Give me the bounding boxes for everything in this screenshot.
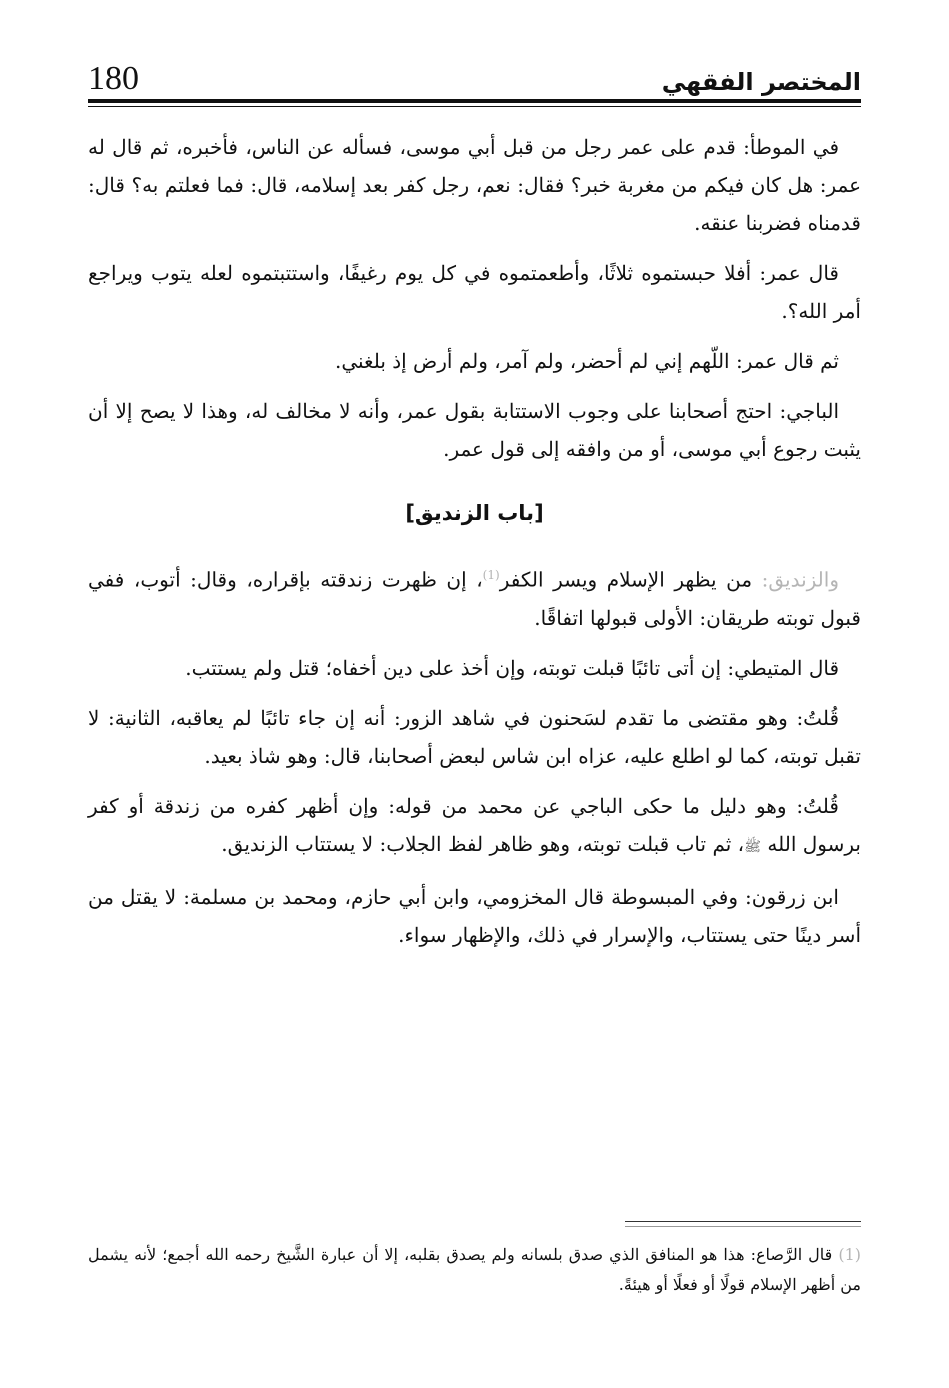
paragraph-text: ، إن ظهرت زندقته بإقراره، وقال: أتوب، ففي قبول توبته طريقان: الأولى قبولها اتفاقًا. xyxy=(88,567,861,630)
header-rule-thin xyxy=(88,106,861,107)
footnote-reference: (1) xyxy=(482,568,500,582)
page-header xyxy=(88,58,861,96)
paragraph: الباجي: احتج أصحابنا على وجوب الاستتابة بقول عمر، وأنه لا مخالف له، وهذا لا يصح إلا أن يثبت رجوع أبي موسى، أو من وافقه إلى قول عمر. xyxy=(88,399,861,461)
paragraph xyxy=(88,787,861,866)
paragraph-text: ، ثم تاب قبلت توبته، وهو ظاهر لفظ الجلاب: لا يستتاب الزنديق. xyxy=(221,831,745,856)
paragraph: ثم قال عمر: اللّهم إني لم أحضر، ولم آمر، ولم أرض إذ بلغني. xyxy=(334,349,839,373)
paragraph: قال المتيطي: إن أتى تائبًا قبلت توبته، وإن أخذ على دين أخفاه؛ قتل ولم يستتب. xyxy=(185,655,839,680)
paragraph: في الموطأ: قدم على عمر رجل من قبل أبي موسى، فسأله عن الناس، فأخبره، ثم قال له عمر: هل كان فيكم من مغربة خبر؟ فقال: نعم، رجل كفر بعد إسلامه، قال: فما فعلتم به؟ قال: قدمناه فضربنا عنقه. xyxy=(88,135,861,235)
paragraph: قُلتُ: وهو مقتضى ما تقدم لسَحنون في شاهد الزور: أنه إن جاء تائبًا لم يعاقبه، الثانية: لا تقبل توبته، كما لو اطلع عليه، عزاه ابن شاس لبعض أصحابنا، قال: وهو شاذ بعيد. xyxy=(88,705,861,768)
footnote-separator xyxy=(625,1221,861,1222)
paragraph-text: قُلتُ: وهو دليل ما حكى الباجي عن محمد من قوله: وإن أظهر كفره من زندقة أو كفر برسول الله xyxy=(88,793,861,856)
paragraph-lead: والزنديق: xyxy=(761,567,839,592)
salutation-glyph: ﷺ xyxy=(744,838,762,855)
section-heading: [باب الزنديق] xyxy=(405,501,544,525)
footnote-text: قال الرَّصاع: هذا هو المنافق الذي صدق بلسانه ولم يصدق بقلبه، إلا أن عبارة الشَّيخ رحمه الله أجمع؛ لأنه يشمل من أظهر الإسلام قولًا أو فعلًا أو هيئةً. xyxy=(88,1245,861,1294)
paragraph xyxy=(88,556,861,637)
header-rule xyxy=(88,99,861,103)
page-number: 180 xyxy=(88,60,139,97)
footnote-marker: (1) xyxy=(838,1245,861,1264)
body-text xyxy=(88,128,861,966)
paragraph: ابن زرقون: وفي المبسوطة قال المخزومي، وابن أبي حازم، ومحمد بن مسلمة: لا يقتل من أسر دينًا حتى يستتاب، والإسرار في ذلك، والإظهار سواء. xyxy=(88,884,861,947)
footnote-separator-thin xyxy=(625,1226,861,1227)
footnote xyxy=(88,1240,861,1300)
paragraph: قال عمر: أفلا حبستموه ثلاثًا، وأطعمتموه في كل يوم رغيفًا، واستتبتموه لعله يتوب ويراجع أمر الله؟. xyxy=(88,261,861,323)
running-title: المختصر الفقهي xyxy=(661,68,861,96)
paragraph-text: من يظهر الإسلام ويسر الكفر xyxy=(499,567,762,592)
